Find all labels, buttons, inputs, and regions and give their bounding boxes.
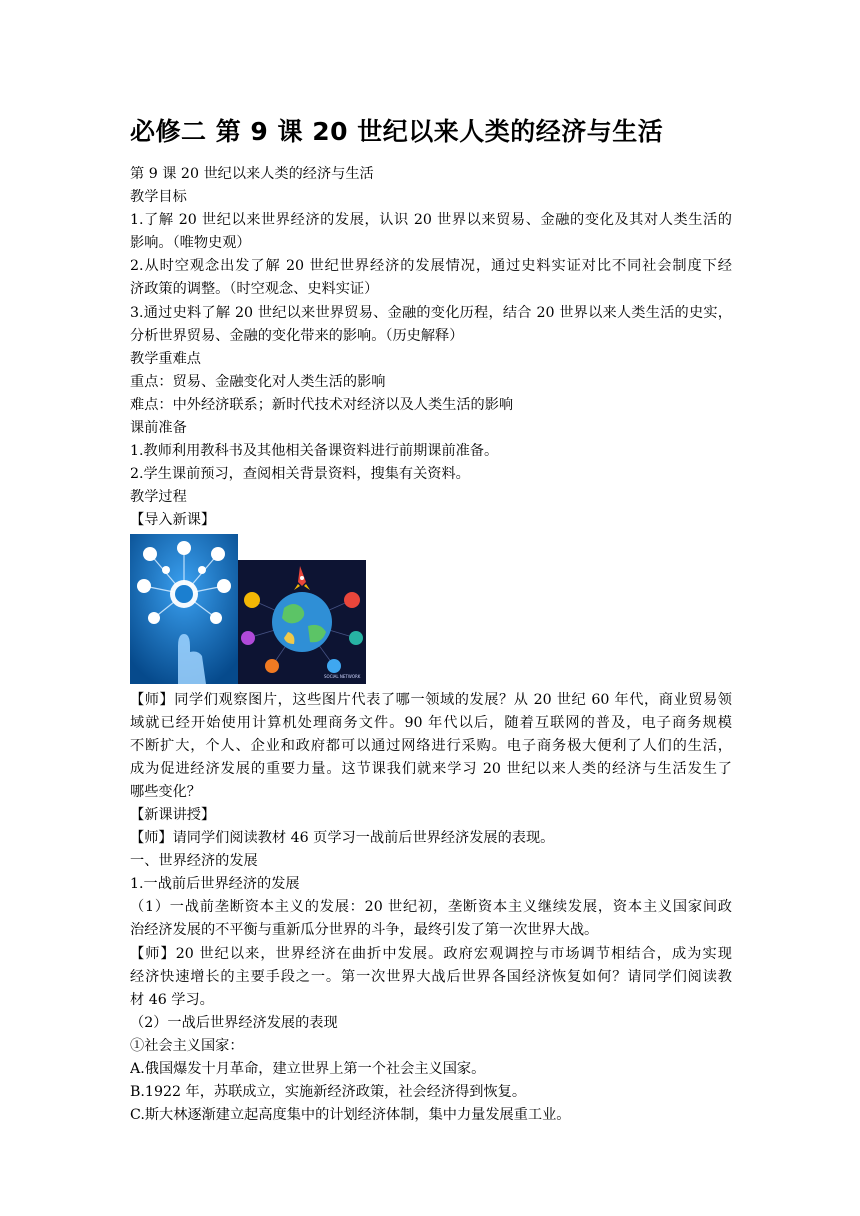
paragraph-line: C.斯大林逐渐建立起高度集中的计划经济体制，集中力量发展重工业。: [130, 1107, 571, 1124]
paragraph-line: 治经济发展的不平衡与重新瓜分世界的斗争，最终引发了第一次世界大战。: [130, 922, 599, 939]
image-caption-text: SOCIAL NETWORK: [324, 673, 361, 679]
paragraph-line: 经济快速增长的主要手段之一。第一次世界大战后世界各国经济恢复如何？请同学们阅读教: [130, 968, 732, 985]
section-heading-preparation: 课前准备: [130, 420, 187, 437]
paragraph-line: 2.从时空观念出发了解 20 世纪世界经济的发展情况，通过史料实证对比不同社会制度下经: [130, 258, 732, 275]
paragraph-line: 影响。（唯物史观）: [130, 235, 251, 252]
paragraph-line: 分析世界贸易、金融的变化带来的影响。（历史解释）: [130, 327, 464, 344]
section-heading-process: 教学过程: [130, 489, 187, 506]
paragraph-line: 3.通过史料了解 20 世纪以来世界贸易、金融的变化历程，结合 20 世界以来人类生活的史实，: [130, 304, 732, 321]
section-heading-new-lesson: 【新课讲授】: [130, 806, 216, 823]
paragraph-line: 难点：中外经济联系；新时代技术对经济以及人类生活的影响: [130, 396, 514, 413]
paragraph-line: 材 46 学习。: [130, 991, 214, 1008]
digital-tech-image: [130, 534, 238, 684]
paragraph-line: 重点：贸易、金融变化对人类生活的影响: [130, 373, 386, 390]
document-body: [130, 163, 732, 1127]
paragraph-line: 1.教师利用教科书及其他相关备课资料进行前期课前准备。: [130, 443, 499, 460]
section-heading-intro: 【导入新课】: [130, 512, 216, 529]
paragraph-line: 成为促进经济发展的重要力量。这节课我们就来学习 20 世纪以来人类的经济与生活发生了: [130, 760, 732, 777]
document-title: 必修二 第 9 课 20 世纪以来人类的经济与生活: [130, 117, 664, 146]
paragraph-line: B.1922 年，苏联成立，实施新经济政策，社会经济得到恢复。: [130, 1084, 527, 1101]
subheading-wwi-economy: 1.一战前后世界经济的发展: [130, 876, 300, 893]
paragraph-line: 不断扩大，个人、企业和政府都可以通过网络进行采购。电子商务极大便利了人们的生活，: [130, 737, 732, 754]
paragraph-line: ①社会主义国家：: [130, 1037, 244, 1054]
paragraph-line: 【师】同学们观察图片，这些图片代表了哪一领域的发展？从 20 世纪 60 年代，商业贸易领: [130, 691, 732, 708]
paragraph-line: （2）一战后世界经济发展的表现: [130, 1014, 338, 1031]
paragraph-line: 域就已经开始使用计算机处理商务文件。90 年代以后，随着互联网的普及，电子商务规模: [130, 714, 732, 731]
intro-images: [130, 534, 732, 686]
paragraph-line: 哪些变化？: [130, 783, 201, 800]
social-network-globe-image: [238, 560, 366, 684]
paragraph-line: A.俄国爆发十月革命，建立世界上第一个社会主义国家。: [130, 1061, 486, 1077]
paragraph-line: （1）一战前垄断资本主义的发展：20 世纪初，垄断资本主义继续发展，资本主义国家间政: [130, 899, 732, 916]
section-heading-objectives: 教学目标: [130, 189, 187, 206]
lesson-heading: 第 9 课 20 世纪以来人类的经济与生活: [130, 166, 374, 182]
paragraph-line: 济政策的调整。（时空观念、史料实证）: [130, 281, 379, 298]
paragraph-line: 1.了解 20 世纪以来世界经济的发展，认识 20 世界以来贸易、金融的变化及其对人类生活的: [130, 212, 732, 229]
paragraph-line: 2.学生课前预习，查阅相关背景资料，搜集有关资料。: [130, 466, 470, 483]
section-heading-key-points: 教学重难点: [130, 350, 201, 367]
paragraph-line: 【师】20 世纪以来，世界经济在曲折中发展。政府宏观调控与市场调节相结合，成为实现: [130, 945, 732, 962]
paragraph-line: 【师】请同学们阅读教材 46 页学习一战前后世界经济发展的表现。: [130, 830, 555, 847]
subheading-world-economy: 一、世界经济的发展: [130, 853, 258, 870]
